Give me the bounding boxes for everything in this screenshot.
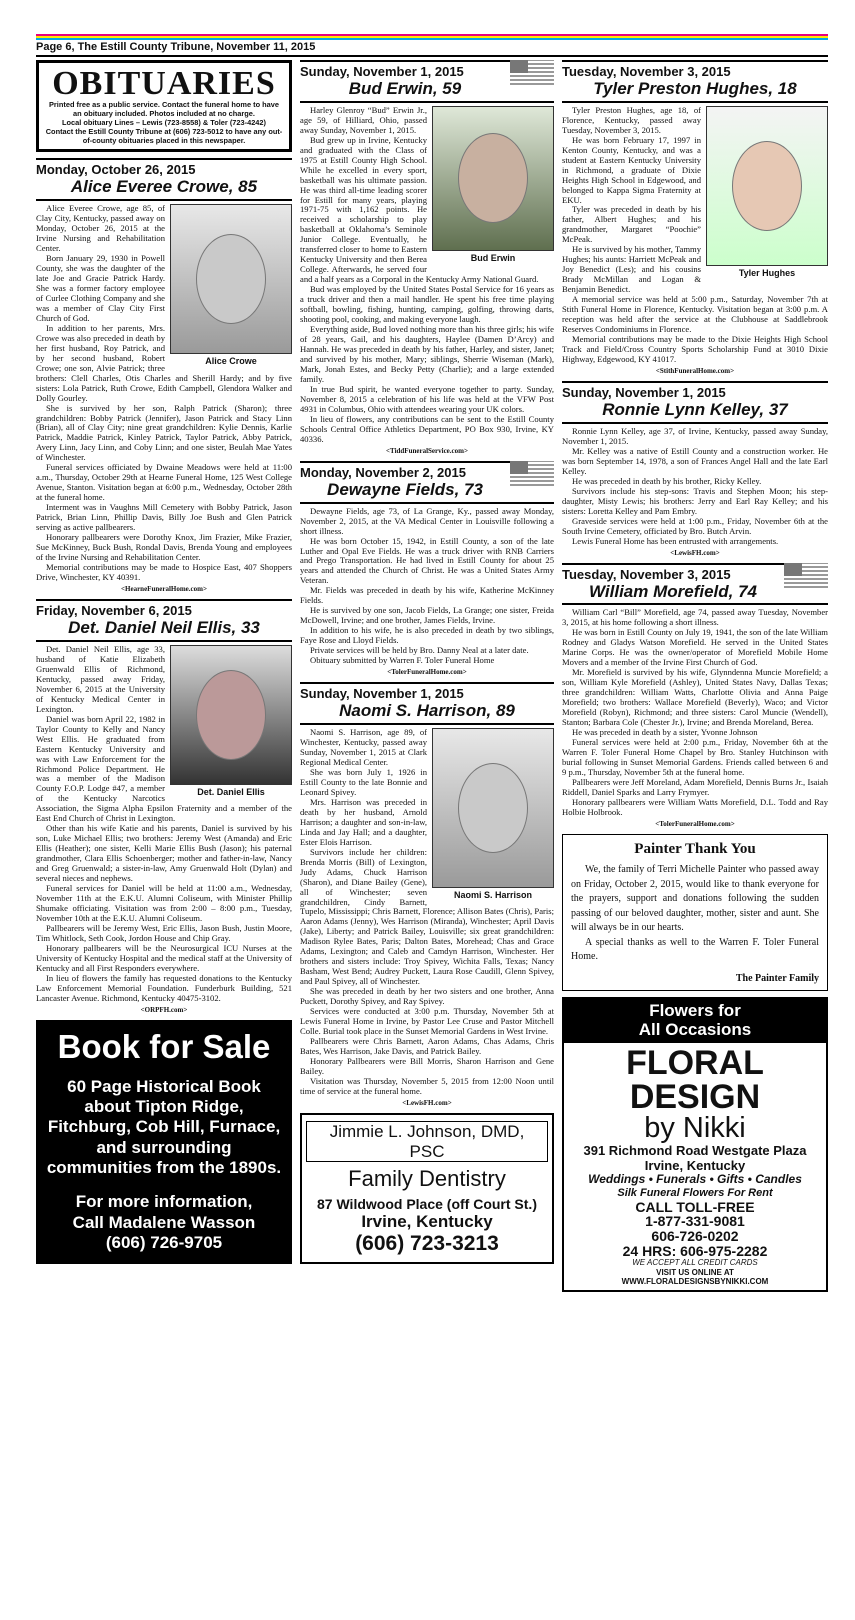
photo-caption: Bud Erwin	[470, 252, 516, 263]
source-link[interactable]: <LewisFH.com>	[670, 548, 720, 557]
portrait-image	[170, 645, 292, 785]
obituary-morefield: Tuesday, November 3, 2015 William Morefield, 74 William Carl “Bill” Morefield, age 74, passed away Tuesday, November 3, 2015, at his home following a short illness. He was born in Estill County on July 19, 1941, the son of the late William Rodney and Gladys Watson Morefield. He served in the United States Marine Corps. He was the owner/operator of Morefield Mobile Home Movers and a member of the Irvine First Church of God. Mr. Morefield is survived by his wife, Glynndenna Muncie Morefield; a son, William Kyle Morefield (Ashley), United States Navy, Dallas Texas; three grandchildren: William Watts, Charlotte Olivia and Anna Paige Morefield; two brothers: Wallace Morefield (Beverly), Waco; and Victor Morefield (Robyn), Richmond; and three sisters: Carol Muncie (Wendell), Stanton; Barbara Cole (Chester Jr.), Irvine; and Brenda Moreland, Berea. He was preceded in death by a sister, Yvonne Johnson Funeral services were held at 2:00 p.m., Friday, November 6th at the Warren F. Toler Funeral Home Chapel by Bro. Stanley Hutchinson with burial following in Sunset Memorial Gardens. Friends called between 6 and 9 p.m., Thursday, November 5th at the funeral home. Pallbearers were Jeff Moreland, Adam Morefield, Dennis Burns Jr., Isaiah Riddell, Daniel Sparks and Larry Frymyer. Honorary pallbearers were William Watts Morefield, D.L. Todd and Ray Holbie Holbrook. <TolerFuneralHome.com>	[562, 563, 828, 828]
obit-photo	[706, 106, 828, 278]
painter-thank-you: Painter Thank You We, the family of Terri Michelle Painter who passed away on Friday, October 2, 2015, would like to thank everyone for the prayers, support and donations following the sudden passing of our beloved daughter, mother, sister and aunt. She will always be in our hearts. A special thanks as well to the Warren F. Toler Funeral Home. The Painter Family	[562, 834, 828, 991]
obituaries-masthead: OBITUARIES Printed free as a public service. Contact the funeral home to have an obituary included. Photos included at no charge. Local obituary Lines – Lewis (723-8558) & Toler (723-4242) Contact the Estill County Tribune at (606) 723-5012 to have any out-of-county obituaries placed in this newspaper.	[36, 60, 292, 152]
obit-name: Ronnie Lynn Kelley, 37	[562, 400, 828, 424]
obit-photo	[432, 106, 554, 263]
florist-ad: Flowers for All Occasions FLORAL DESIGN by Nikki 391 Richmond Road Westgate Plaza Irvine, Kentucky Weddings • Funerals • Gifts • Candles Silk Funeral Flowers For Rent CALL TOLL-FREE 1-877-331-9081 606-726-0202 24 HRS: 606-975-2282 WE ACCEPT ALL CREDIT CARDS VISIT US ONLINE AT WWW.FLORALDESIGNSBYNIKKI.COM	[562, 997, 828, 1292]
obit-date: Sunday, November 1, 2015	[300, 682, 554, 701]
us-flag-icon	[784, 563, 828, 588]
obit-date: Tuesday, November 3, 2015	[562, 60, 828, 79]
obit-name: Bud Erwin, 59	[300, 79, 554, 103]
obit-date: Friday, November 6, 2015	[36, 599, 292, 618]
dentist-ad: Jimmie L. Johnson, DMD, PSC Family Dentistry 87 Wildwood Place (off Court St.) Irvine, Kentucky (606) 723-3213	[300, 1113, 554, 1264]
obit-photo	[432, 728, 554, 900]
us-flag-icon	[510, 461, 554, 486]
color-bars	[36, 34, 828, 40]
obit-date: Tuesday, November 3, 2015	[562, 563, 828, 582]
page-header: Page 6, The Estill County Tribune, November 11, 2015	[36, 41, 828, 57]
obit-date: Monday, October 26, 2015	[36, 158, 292, 177]
portrait-image	[170, 204, 292, 354]
column-2	[300, 60, 554, 1264]
portrait-image	[432, 106, 554, 251]
obituary-crowe: Monday, October 26, 2015 Alice Everee Crowe, 85 Alice Crowe Alice Everee Crowe, age 85, of Clay City, Kentucky, passed away on Monday, October 26, 2015 at the Irvine Nursing and Rehabilitation Center. Born January 29, 1930 in Powell County, she was the daughter of the late Joe and Gracie Patrick Hardy. She was a former factory employee of Curlee Clothing Company and she was a member of Clay City First Church of God. In addition to her parents, Mrs. Crowe was also preceded in death by her first husband, Roy Patrick, and by her second husband, Robert Crowe; one son, Alvie Patrick; three brothers: Clell Charles, Otis Charles and Sherill Hardy; and by five sisters: Lola Patrick, Ruth Crowe, Edith Campbell, Glendora Walker and Dolly Gourley. She is survived by her son, Ralph Patrick (Sharon); three grandchildren: Bobby Patrick (Jennifer), Jason Patrick and Stacy Linn (Brian), all of Clay City; nine great grandchildren: Kylie Dennis, Karlie Patrick, Maddie Patrick, Kinley Patrick, Taylor Patrick, Abby Patrick, Avery Linn, Jacy Linn, and Coby Linn; and one sister, Beulah Mae Yates of Winchester. Funeral services officiated by Dwaine Meadows were held at 11:00 a.m., Thursday, October 29th at Hearne Funeral Home, 125 West College Avenue, Stanton. Visitation began at 6:00 p.m., Wednesday, October 28th at the funeral home. Interment was in Vaughns Mill Cemetery with Bobby Patrick, Jason Patrick, Brian Linn, Phillip Davis, Billy Joe Bush and Glen Patrick serving as active pallbearers. Honorary pallbearers were Dorothy Knox, Jim Frazier, Mike Frazier, Sue McKinney, Buck Bush, Rondal Davis, Brenda Young and employees of the Irvine Nursing and Rehabilitation Center. Memorial contributions may be made to Hospice East, 407 Shoppers Drive, Winchester, KY 40391. <HearneFuneralHome.com>	[36, 158, 292, 593]
source-link[interactable]: <ORPFH.com>	[140, 1005, 188, 1014]
obituary-fields: Monday, November 2, 2015 Dewayne Fields, 73 Dewayne Fields, age 73, of La Grange, Ky., passed away Monday, November 2, 2015, at the VA Medical Center in Louisville following a short illness. He was born October 15, 1942, in Estill County, a son of the late Luther and Opal Eve Fields. He was a truck driver with RNB Carriers and Prego Transportation. He had lived in Estill County for about 25 years and attended the Church of Christ. He was a United States Army Veteran. Mr. Fields was preceded in death by his wife, Katherine McKinney Fields. He is survived by one son, Jacob Fields, La Grange; one sister, Freida McDowell, Irvine; and one brother, James Fields, Irvine. In addition to his wife, he is also preceded in death by two siblings, Faye Rose and Lloyd Fields. Private services will be held by Bro. Danny Neal at a later date. Obituary submitted by Warren F. Toler Funeral Home <TolerFuneralHome.com>	[300, 461, 554, 676]
obit-name: Naomi S. Harrison, 89	[300, 701, 554, 725]
portrait-image	[706, 106, 828, 266]
obituary-harrison: Sunday, November 1, 2015 Naomi S. Harrison, 89 Naomi S. Harrison Naomi S. Harrison, age 89, of Winchester, Kentucky, passed away Sunday, November 1, 2015 at Clark Regional Medical Center. She was born July 1, 1926 in Estill County to the late Bonnie and Leonard Spivey. Mrs. Harrison was preceded in death by her husband, Arnold Harrison; a daughter and son-in-law, Linda and Jay Hall; and a daughter, Ester Elois Harrison. Survivors include her children: Brenda Morris (Bill) of Lexington, Judy Adams, Chuck Harrison (Sharon), and Diane Bailey (Gene), all of Winchester; seven grandchildren, Cindy Barnett, Tupelo, Mississippi; Chris Barnett, Florence; Allison Bates (Chris), Paris; Aaron Adams (Jenny), Wes Harrison (Miranda), Winchester; April Davis (Jake), Liberty; and Patrick Bailey, Louisville; six great grandchildren: Madison Rylee Bates, Paris; Dalton Bates, Morehead; Chas and Grace Adams, Lexington; and Caleb and Camdyn Harrison, Winchester. Her brothers and sisters include: Troy Spivey, Wichita Falls, Texas; Nancy Basham, West Bend; Audrey Puckett, Laura Rose Caudill, Glenn Spivey, and Paul Spivey, all of Winchester. She was preceded in death by her two sisters and one brother, Anna Puckett, Dorothy Spivey, and Ray Spivey. Services were conducted at 3:00 p.m. Thursday, November 5th at Lewis Funeral Home in Irvine, by Pastor Lee Cruse and Pastor Mitchell Colle. Burial took place in the Sunset Memorial Gardens in West Irvine. Pallbearers were Chris Barnett, Aaron Adams, Chas Adams, Chris Bates, Wes Harrison, Jake Davis, and Patrick Bailey. Honorary Pallbearers were Bill Morris, Sharon Harrison and Gene Bailey. Visitation was Thursday, November 5, 2015 from 12:00 Noon until time of service at the funeral home. <LewisFH.com>	[300, 682, 554, 1107]
source-link[interactable]: <TolerFuneralHome.com>	[387, 668, 467, 677]
photo-caption: Tyler Hughes	[738, 267, 796, 278]
masthead-title: OBITUARIES	[52, 65, 276, 102]
obit-photo	[170, 645, 292, 797]
obit-date: Sunday, November 1, 2015	[300, 60, 554, 79]
column-1	[36, 60, 292, 1264]
obituary-erwin: Sunday, November 1, 2015 Bud Erwin, 59 Bud Erwin Harley Glenroy “Bud” Erwin Jr., age 59, of Hilliard, Ohio, passed away Sunday, November 1, 2015. Bud grew up in Irvine, Kentucky and graduated with the Class of 1975 at Estill County High School. While he excelled in every sport, basketball was his ultimate passion. He was third all-time leading scorer for Estill for many years, playing 1971-75 with 1,162 points. He received a scholarship to play basketball at Oklahoma’s Seminole Junior College. Eventually, he transferred closer to home to Eastern Kentucky University and then Berea College. Afterwards, he served four and a half years as a Corporal in the Kentucky Army National Guard. Bud was employed by the United States Postal Service for 16 years as a truck driver and then a mail handler. He spent his free time playing softball, bowling, fishing, hunting, camping, golfing, throwing darts, shooting pool, cooking, and making everyone laugh. Everything aside, Bud loved nothing more than his three girls; his wife of 28 years, Gail, and his daughters, Haylee (Damen D’Arcy) and Hannah. He was preceded in death by his father, Harley, and sister, Janet; and survived by his mother, Mary; siblings, Sherrie Wiseman (Mark), Mark, Jonah Estes, and Becky Petty (Charlie); and a large extended family. In true Bud spirit, he wanted everyone together to party. Sunday, November 8, 2015 a celebration of his life was held at the VFW Post 4931 in Columbus, Ohio with attendees wearing your UK colors. In lieu of flowers, any contributions can be sent to the Estill County Schools Central Office Athletics Department, PO Box 930, Irvine, KY 40336. <TiddFuneralService.com>	[300, 60, 554, 455]
source-link[interactable]: <TolerFuneralHome.com>	[655, 819, 735, 828]
obit-name: William Morefield, 74	[562, 582, 828, 606]
obit-date: Monday, November 2, 2015	[300, 461, 554, 480]
source-link[interactable]: <TiddFuneralService.com>	[386, 446, 468, 455]
obit-name: Alice Everee Crowe, 85	[36, 177, 292, 201]
photo-caption: Alice Crowe	[205, 356, 257, 367]
obit-name: Det. Daniel Neil Ellis, 33	[36, 618, 292, 642]
us-flag-icon	[510, 60, 554, 85]
obituary-ellis: Friday, November 6, 2015 Det. Daniel Neil Ellis, 33 Det. Daniel Ellis Det. Daniel Neil Ellis, age 33, husband of Katie Elizabeth Gruenwald Ellis of Richmond, Kentucky, passed away Friday, November 6, 2015 at the University of Kentucky Medical Center in Lexington. Daniel was born April 22, 1982 in Taylor County to Kelly and Nancy West Ellis. He graduated from Eastern Kentucky University and was with Law Enforcement for the Richmond Police Department. He was a member of the Madison County F.O.P. Lodge #47, a member of the Kentucky Narcotics Association, the Sigma Alpha Epsilon Fraternity and a member of the East End Church of Christ in Lexington. Other than his wife Katie and his parents, Daniel is survived by his son, Luke Michael Ellis; two brothers: Jeremy West (Amanda) and Eric Ellis (Heather); one sister, Kelli Marie Ellis Bush (Jason); his paternal grandmother, Clara Ellis Schoenberger; mother and father-in-law, Nancy and Greg Gruenwald; a sister-in-law, Amy Gruenwald Holt (Dylan) and several nieces and nephews. Funeral services for Daniel will be held at 11:00 a.m., Wednesday, November 11th at the E.K.U. Alumni Coliseum, with Minister Phillip Shumake officiating. Visitation was from 2:00 – 8:00 p.m., Tuesday, November 10th at the E.K.U. Alumni Coliseum. Pallbearers will be Jeremy West, Eric Ellis, Jason Bush, Justin Moore, Tim Whitlock, Seth Cook, Jordon House and Chip Gray. Honorary pallbearers will be the Neurosurgical ICU Nurses at the University of Kentucky Hospital and the medical staff at the University of Kentucky and all First Responders everywhere. In lieu of flowers the family has requested donations to the Kentucky Law Enforcement Memorial Foundation. Funderburk Building, 521 Lancaster Avenue. Richmond, Kentucky 40475-3102. <ORPFH.com>	[36, 599, 292, 1014]
photo-caption: Naomi S. Harrison	[453, 890, 533, 901]
obit-date: Sunday, November 1, 2015	[562, 381, 828, 400]
column-3	[562, 60, 828, 1292]
book-for-sale-ad: Book for Sale 60 Page Historical Book about Tipton Ridge, Fitchburg, Cob Hill, Furnace, and surrounding communities from the 1890s. For more information, Call Madalene Wasson (606) 726-9705	[36, 1020, 292, 1264]
obit-photo	[170, 204, 292, 366]
obit-name: Dewayne Fields, 73	[300, 480, 554, 504]
photo-caption: Det. Daniel Ellis	[197, 786, 265, 797]
obituary-hughes: Tuesday, November 3, 2015 Tyler Preston Hughes, 18 Tyler Hughes Tyler Preston Hughes, age 18, of Florence, Kentucky, passed away Tuesday, November 3, 2015. He was born February 17, 1997 in Kenton County, Kentucky, and was a student at Eastern Kentucky University in Richmond, a graduate of Dixie Heights High School in Edgewood, and belonged to Kappa Sigma Fraternity at EKU. Tyler was preceded in death by his father, Albert Hughes; and his grandmother, Margaret “Poochie” McPeak. He is survived by his mother, Tammy Hughes; his aunts: Harriett McPeak and Joy Benedict (Les); and his cousins Brady McMillan and Logan & Benjamin Benedict. A memorial service was held at 5:00 p.m., Saturday, November 7th at Stith Funeral Home in Florence, Kentucky. Visitation began at 3:00 p.m. A reception was held after the service at the Clubhouse at Saddlebrook Reserves Condominiums in Florence. Memorial contributions may be made to the Dixie Heights High School Track and Field/Cross Country Sports Scholarship Fund at 3010 Dixie Highway, Edgewood, KY 41017. <StithFuneralHome.com>	[562, 60, 828, 375]
source-link[interactable]: <HearneFuneralHome.com>	[121, 584, 207, 593]
source-link[interactable]: <LewisFH.com>	[402, 1098, 452, 1107]
obit-name: Tyler Preston Hughes, 18	[562, 79, 828, 103]
source-link[interactable]: <StithFuneralHome.com>	[655, 366, 735, 375]
portrait-image	[432, 728, 554, 888]
obituary-kelley: Sunday, November 1, 2015 Ronnie Lynn Kelley, 37 Ronnie Lynn Kelley, age 37, of Irvine, Kentucky, passed away Sunday, November 1, 2015. Mr. Kelley was a native of Estill County and a construction worker. He was born September 14, 1978, a son of Frances Angel Hall and the late Earl Kelley. He was preceded in death by his brother, Ricky Kelley. Survivors include his step-sons: Travis and Stephen Moon; his step-daughter, Misty Lewis; his brothers: Jerry and Earl Ray Kelley; and his sisters: Loretta Kelley and Pam Embry. Graveside services were held at 1:00 p.m., Friday, November 6th at the South Irvine Cemetery, officiated by Bro. Butch Arvin. Lewis Funeral Home has been entrusted with arrangements. <LewisFH.com>	[562, 381, 828, 557]
